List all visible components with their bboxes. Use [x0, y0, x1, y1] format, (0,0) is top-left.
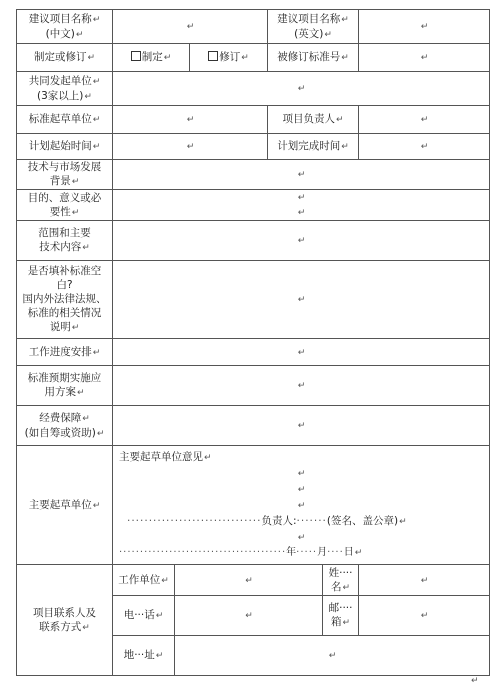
input-progress[interactable]: ↵: [113, 339, 490, 366]
input-implementation[interactable]: ↵: [113, 366, 490, 406]
label-name: 姓····名↵: [323, 565, 359, 596]
input-background[interactable]: ↵: [113, 160, 490, 190]
label-contact: 项目联系人及 联系方式↵: [17, 565, 113, 676]
label-progress: 工作进度安排↵: [17, 339, 113, 366]
row-scope: [17, 221, 490, 261]
input-phone[interactable]: ↵: [175, 596, 323, 636]
row-planned-time: [17, 134, 490, 160]
label-background: 技术与市场发展 背景↵: [17, 160, 113, 190]
row-drafting-unit: [17, 106, 490, 134]
option-make[interactable]: 制定↵: [113, 44, 190, 72]
input-end-time[interactable]: ↵: [359, 134, 490, 160]
paragraph-end-mark: ↵: [471, 676, 479, 686]
row-background: [17, 160, 490, 190]
input-project-name-cn[interactable]: ↵: [113, 10, 268, 44]
row-progress: [17, 339, 490, 366]
label-standard-gap: 是否填补标准空 白? 国内外法律法规、 标准的相关情况 说明↵: [17, 261, 113, 339]
label-joint-initiators: 共同发起单位↵ (3家以上)↵: [17, 72, 113, 106]
input-work-unit[interactable]: ↵: [175, 565, 323, 596]
checkbox-make[interactable]: [131, 51, 141, 61]
input-purpose[interactable]: ↵ ↵: [113, 190, 490, 221]
input-funding[interactable]: ↵: [113, 406, 490, 446]
input-email[interactable]: ↵: [359, 596, 490, 636]
label-project-name-en: 建议项目名称↵ (英文)↵: [268, 10, 359, 44]
leader-sign-line[interactable]: ·······························负责人:·······(签名、盖公章)↵: [127, 515, 407, 527]
label-make-or-revise: 制定或修订↵: [17, 44, 113, 72]
row-funding: [17, 406, 490, 446]
opinion-title: 主要起草单位意见↵: [119, 451, 212, 463]
label-project-leader: 项目负责人↵: [268, 106, 359, 134]
row-standard-gap: [17, 261, 490, 339]
label-start-time: 计划起始时间↵: [17, 134, 113, 160]
input-scope[interactable]: ↵: [113, 221, 490, 261]
input-standard-gap[interactable]: ↵: [113, 261, 490, 339]
label-work-unit: 工作单位↵: [113, 565, 175, 596]
row-purpose: [17, 190, 490, 221]
label-address: 地···址↵: [113, 636, 175, 676]
input-joint-initiators[interactable]: ↵: [113, 72, 490, 106]
label-purpose: 目的、意义或必 要性↵: [17, 190, 113, 221]
input-drafting-unit[interactable]: ↵: [113, 106, 268, 134]
input-name[interactable]: ↵: [359, 565, 490, 596]
label-drafting-unit: 标准起草单位↵: [17, 106, 113, 134]
label-scope: 范围和主要 技术内容↵: [17, 221, 113, 261]
main-drafting-opinion-block[interactable]: 主要起草单位意见↵ ↵ ↵ ↵ ·······························负责人:·······(签名、盖公章)↵ ↵ ········································年·····月····日↵: [113, 446, 490, 565]
row-contact-1: [17, 565, 490, 596]
label-funding: 经费保障↵ (如自筹或资助)↵: [17, 406, 113, 446]
input-project-leader[interactable]: ↵: [359, 106, 490, 134]
label-phone: 电···话↵: [113, 596, 175, 636]
date-line[interactable]: ········································年·····月····日↵: [119, 547, 363, 558]
row-joint-initiators: [17, 72, 490, 106]
row-make-or-revise: [17, 44, 490, 72]
input-address[interactable]: ↵: [175, 636, 490, 676]
row-project-name: [17, 10, 490, 44]
label-email: 邮····箱↵: [323, 596, 359, 636]
row-implementation: [17, 366, 490, 406]
proposal-form-table: [16, 9, 490, 676]
input-project-name-en[interactable]: ↵: [359, 10, 490, 44]
option-revise[interactable]: 修订↵: [190, 44, 268, 72]
label-revised-std-number: 被修订标准号↵: [268, 44, 359, 72]
row-main-drafting-unit: [17, 446, 490, 565]
checkbox-revise[interactable]: [208, 51, 218, 61]
label-main-drafting-unit: 主要起草单位↵: [17, 446, 113, 565]
label-end-time: 计划完成时间↵: [268, 134, 359, 160]
label-project-name-cn: 建议项目名称↵ (中文)↵: [17, 10, 113, 44]
input-start-time[interactable]: ↵: [113, 134, 268, 160]
label-implementation: 标准预期实施应 用方案↵: [17, 366, 113, 406]
input-revised-std-number[interactable]: ↵: [359, 44, 490, 72]
